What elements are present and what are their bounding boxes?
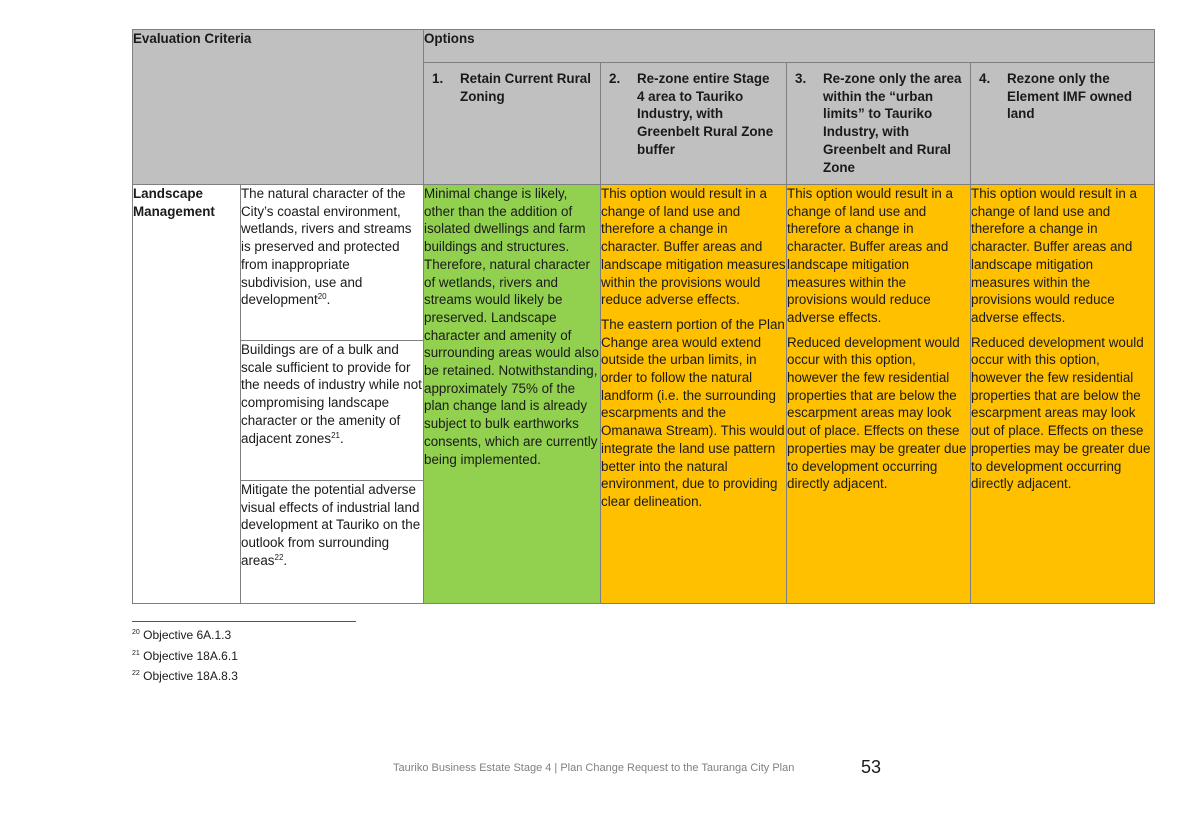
evaluation-criteria-header: Evaluation Criteria [133,30,424,185]
option-4-header: 4. Rezone only the Element IMF owned land [971,63,1155,185]
criterion-visual-effects: Mitigate the potential adverse visual effects of industrial land development at Tauriko on the outlook from surrounding areas$^{22}$. [241,481,424,604]
footnote-ref-20: 20 [317,292,327,302]
options-header: Options [424,30,1155,63]
criterion-natural-character: The natural character of the City’s coastal environment, wetlands, rivers and streams is preserved and protected from inappropriate subdivision, use and development$^{20}$. [241,185,424,341]
option-2-header: 2. Re-zone entire Stage 4 area to Tauriko Industry, with Greenbelt Rural Zone buffer [601,63,787,185]
landscape-management-label: Landscape Management [133,185,241,604]
option-3-assessment: This option would result in a change of land use and therefore a change in character. Buffer areas and landscape mitigation measures within the provisions would reduce adverse effects. Reduced development would occur with this option, however the few residential properties that are below the escarpment areas may look out of place. Effects on these properties may be greater due to development occurring directly adjacent. [787,185,971,604]
footnote-21: $^{21}$ Objective 18A.6.1 [132,649,238,663]
option-4-assessment: This option would result in a change of land use and therefore a change in character. Buffer areas and landscape mitigation measures within the provisions would reduce adverse effects. Reduced development would occur with this option, however the few residential properties that are below the escarpment areas may look out of place. Effects on these properties may be greater due to development occurring directly adjacent. [971,185,1155,604]
option-1-assessment: Minimal change is likely, other than the addition of isolated dwellings and farm buildings and structures. Therefore, natural character of wetlands, rivers and streams would likely be preserved. Landscape character and amenity of surrounding areas would also be retained. Notwithstanding, approximately 75% of the plan change land is already subject to bulk earthworks consents, which are currently being implemented. [424,185,601,604]
footnote-20: $^{20}$ Objective 6A.1.3 [132,628,232,642]
evaluation-table [132,29,1155,604]
criterion-buildings-bulk-scale: Buildings are of a bulk and scale sufficient to provide for the needs of industry while not compromising landscape character or the amenity of adjacent zones$^{21}$. [241,341,424,481]
option-1-header: 1. Retain Current Rural Zoning [424,63,601,185]
page-number: 53 [861,757,882,777]
footnote-22: $^{22}$ Objective 18A.8.3 [132,669,238,683]
option-3-header: 3. Re-zone only the area within the “urban limits” to Tauriko Industry, with Greenbelt and Rural Zone [787,63,971,185]
footnote-ref-21: 21 [331,430,340,440]
footnote-ref-22: 22 [274,552,284,562]
option-2-assessment: This option would result in a change of land use and therefore a change in character. Buffer areas and landscape mitigation measures within the provisions would reduce adverse effects. The eastern portion of the Plan Change area would extend outside the urban limits, in order to follow the natural landform (i.e. the surrounding escarpments and the Omanawa Stream). This would integrate the land use pattern better into the natural environment, due to providing clear delineation. [601,185,787,604]
page-footer: Tauriko Business Estate Stage 4 | Plan Change Request to the Tauranga City Plan [393,762,795,774]
footnote-separator [132,621,356,622]
